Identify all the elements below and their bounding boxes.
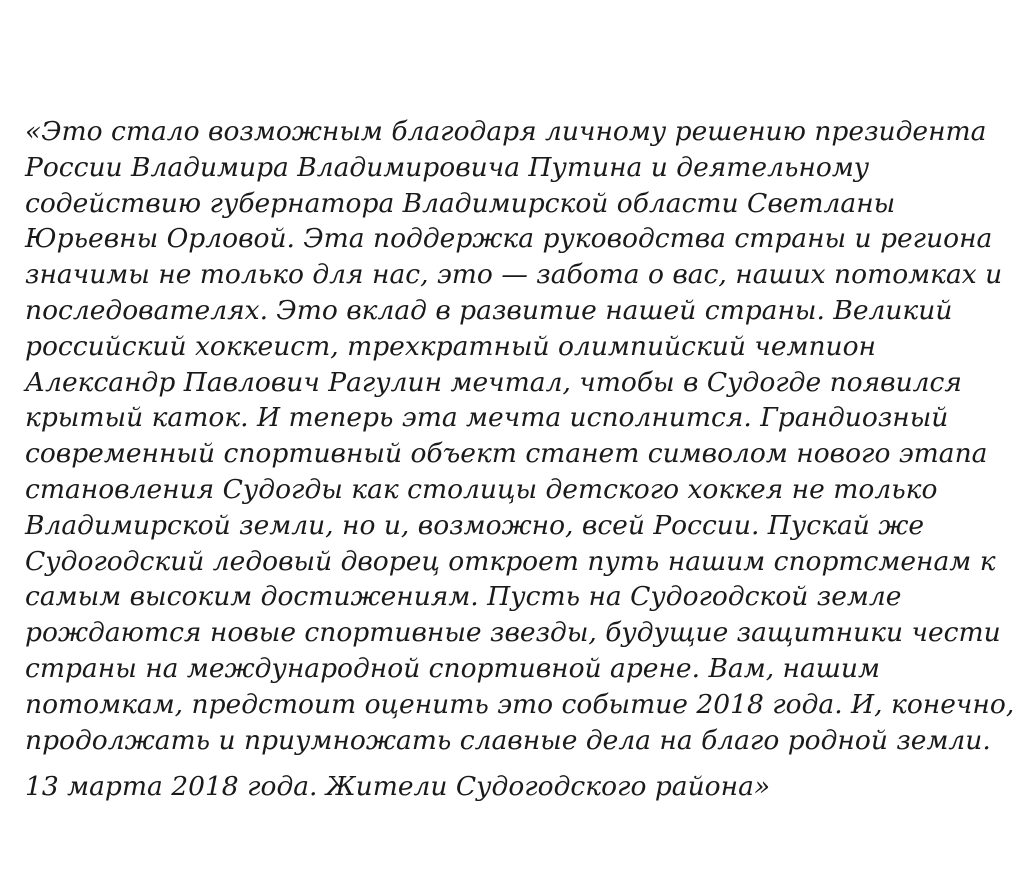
quote-line: Владимирской земли, но и, возможно, всей России. Пускай же (25, 509, 925, 541)
document-text (25, 114, 1015, 805)
quote-line: страны на международной спортивной арене. Вам, нашим (25, 652, 880, 684)
quote-line: значимы не только для нас, это — забота о вас, наших потомках и (25, 259, 1003, 291)
quote-line: современный спортивный объект станет символом нового этапа (25, 438, 988, 470)
quote-line: Александр Павлович Рагулин мечтал, чтобы в Судогде появился (25, 366, 962, 398)
quote-line: потомкам, предстоит оценить это событие 2018 года. И, конечно, (25, 688, 1015, 720)
quote-line: содействию губернатора Владимирской области Светланы (25, 187, 896, 219)
quote-line: последователях. Это вклад в развитие нашей страны. Великий (25, 294, 953, 326)
quote-signature: 13 марта 2018 года. Жители Судогодского района» (25, 771, 771, 803)
quote-line: российский хоккеист, трехкратный олимпийский чемпион (25, 330, 877, 362)
quote-line: «Это стало возможным благодаря личному решению президента (25, 116, 987, 147)
quote-line: Судогодский ледовый дворец откроет путь нашим спортсменам к (25, 545, 996, 577)
quote-paragraph (25, 114, 1015, 758)
quote-line: становления Судогды как столицы детского хоккея не только (25, 473, 938, 505)
quote-line: продолжать и приумножать славные дела на благо родной земли. (25, 724, 991, 756)
quote-line: рождаются новые спортивные звезды, будущие защитники чести (25, 617, 1001, 649)
quote-line: самым высоким достижениям. Пусть на Судогодской земле (25, 581, 902, 613)
quote-line: крытый каток. И теперь эта мечта исполнится. Грандиозный (25, 402, 949, 434)
quote-line: России Владимира Владимировича Путина и деятельному (25, 151, 870, 183)
quote-line: Юрьевны Орловой. Эта поддержка руководства страны и региона (25, 223, 993, 255)
